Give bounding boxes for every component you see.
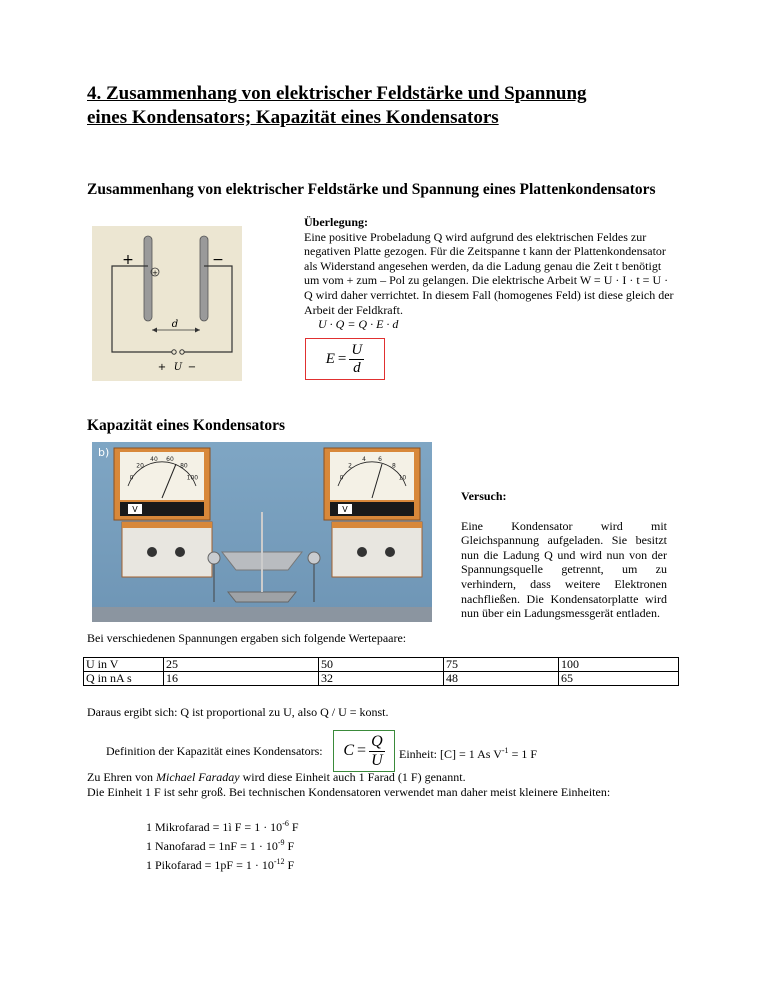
terminal-right bbox=[180, 350, 184, 354]
left-power-supply bbox=[122, 522, 212, 577]
right-power-supply-top bbox=[332, 522, 422, 528]
formula-c: C bbox=[343, 742, 355, 759]
left-knob-2 bbox=[175, 547, 185, 557]
unit-end: F bbox=[284, 858, 295, 872]
formula-eq-2: = bbox=[357, 742, 367, 759]
formula-denominator: d bbox=[353, 359, 361, 376]
capacity-denominator: U bbox=[371, 751, 383, 769]
meter-scale-label: 0 bbox=[339, 474, 344, 482]
meter-scale-label: 0 bbox=[129, 474, 134, 482]
table-intro: Bei verschiedenen Spannungen ergaben sich folgende Wertepaare: bbox=[87, 631, 407, 645]
capacity-fraction bbox=[369, 733, 385, 770]
formula-fraction bbox=[349, 342, 364, 377]
values-table bbox=[83, 657, 679, 686]
right-power-supply bbox=[332, 522, 422, 577]
left-meter-unit: V bbox=[132, 505, 138, 514]
definition-label: Definition der Kapazität eines Kondensators: bbox=[106, 744, 323, 758]
list-item bbox=[146, 835, 299, 854]
table-cell: 16 bbox=[164, 672, 319, 686]
experiment-photo-svg bbox=[92, 442, 432, 622]
meter-scale-label: 6 bbox=[378, 455, 382, 463]
ueberlegung-block bbox=[304, 215, 674, 332]
faraday-b: wird diese Einheit auch 1 Farad (1 F) genannt. bbox=[239, 770, 466, 784]
experiment-photo bbox=[92, 442, 432, 622]
meter-scale-label: 80 bbox=[180, 462, 188, 470]
title-line-1: 4. Zusammenhang von elektrischer Feldstärke und Spannung bbox=[87, 83, 587, 104]
table-cell: 75 bbox=[444, 658, 559, 672]
photo-label: b) bbox=[98, 446, 110, 459]
unit-text-b: = 1 F bbox=[508, 747, 538, 761]
right-sphere bbox=[308, 552, 320, 564]
ueberlegung-label: Überlegung: bbox=[304, 215, 368, 229]
list-item bbox=[146, 854, 299, 873]
meter-scale-label: 4 bbox=[362, 455, 366, 463]
table-row bbox=[84, 672, 679, 686]
section2-heading: Kapazität eines Kondensators bbox=[87, 417, 286, 434]
unit-text: 1 Pikofarad = 1pF = 1 · 10 bbox=[146, 858, 274, 872]
section1-heading: Zusammenhang von elektrischer Feldstärke und Spannung eines Plattenkondensators bbox=[87, 181, 656, 198]
faraday-line bbox=[87, 770, 466, 785]
voltage-minus: − bbox=[187, 362, 197, 373]
right-meter-unit: V bbox=[342, 505, 348, 514]
table-cell: 48 bbox=[444, 672, 559, 686]
left-plate bbox=[144, 236, 152, 321]
conclusion: Daraus ergibt sich: Q ist proportional zu U, also Q / U = konst. bbox=[87, 705, 389, 719]
left-wire bbox=[112, 266, 172, 352]
table-surface bbox=[92, 607, 432, 622]
capacitor-plate-bottom bbox=[228, 592, 296, 602]
unit-exp: -12 bbox=[273, 857, 285, 866]
large-unit-line: Die Einheit 1 F ist sehr groß. Bei technischen Kondensatoren verwendet man daher meist kleinere Einheiten: bbox=[87, 785, 611, 799]
page-title bbox=[87, 82, 687, 130]
table-cell: 32 bbox=[319, 672, 444, 686]
formula-numerator: U bbox=[351, 341, 363, 358]
table-cell: 100 bbox=[559, 658, 679, 672]
unit-sup: -1 bbox=[501, 746, 509, 755]
distance-label: d bbox=[171, 319, 179, 330]
minus-sign: − bbox=[212, 252, 224, 268]
units-list bbox=[146, 816, 299, 873]
capacity-numerator: Q bbox=[371, 732, 383, 750]
voltage-label: U bbox=[173, 362, 183, 373]
right-plate bbox=[200, 236, 208, 321]
formula-eq: = bbox=[337, 350, 347, 367]
terminal-left bbox=[172, 350, 176, 354]
capacitor-diagram bbox=[92, 226, 242, 381]
unit-end: F bbox=[288, 820, 299, 834]
plus-sign: + bbox=[122, 252, 134, 268]
unit-end: F bbox=[284, 839, 295, 853]
left-knob-1 bbox=[147, 547, 157, 557]
list-item bbox=[146, 816, 299, 835]
right-knob-2 bbox=[385, 547, 395, 557]
voltage-plus: + bbox=[157, 362, 167, 373]
test-charge-sign: + bbox=[152, 269, 158, 277]
faraday-name: Michael Faraday bbox=[155, 770, 240, 784]
field-strength-formula bbox=[305, 338, 385, 380]
versuch-label: Versuch: bbox=[461, 489, 507, 503]
table-cell: Q in nA s bbox=[84, 672, 164, 686]
versuch-block bbox=[461, 489, 667, 621]
table-cell: 25 bbox=[164, 658, 319, 672]
work-equation: U · Q = Q · E · d bbox=[318, 317, 399, 332]
table-row bbox=[84, 658, 679, 672]
table-cell: 65 bbox=[559, 672, 679, 686]
meter-scale-label: 20 bbox=[136, 462, 144, 470]
unit-text: 1 Nanofarad = 1nF = 1 · 10 bbox=[146, 839, 278, 853]
unit-definition bbox=[399, 744, 537, 762]
left-sphere bbox=[208, 552, 220, 564]
meter-scale-label: 2 bbox=[348, 462, 353, 470]
table-cell: U in V bbox=[84, 658, 164, 672]
meter-scale-label: 10 bbox=[398, 474, 407, 482]
ueberlegung-text: Eine positive Probeladung Q wird aufgrund des elektrischen Feldes zur negativen Platte gezogen. Für die Zeitspanne t kann der Plattenkondensator als Widerstand angesehen werden, da die Ladung genau die Zeit t benötigt um vom + zum – Pol zu gelangen. Die elektrische Arbeit W = U · I · t = U · Q wird daher verrichtet. In diesem Fall (homogenes Feld) ist diese gleich der Arbeit der Feldkraft. bbox=[304, 229, 674, 317]
meter-scale-label: 100 bbox=[186, 474, 199, 482]
unit-text-a: Einheit: [C] = 1 As V bbox=[399, 747, 502, 761]
left-power-supply-top bbox=[122, 522, 212, 528]
formula-e: E bbox=[325, 350, 335, 367]
unit-exp: -9 bbox=[277, 838, 285, 847]
right-knob-1 bbox=[357, 547, 367, 557]
faraday-a: Zu Ehren von bbox=[87, 770, 156, 784]
table-cell: 50 bbox=[319, 658, 444, 672]
unit-text: 1 Mikrofarad = 1ì F = 1 · 10 bbox=[146, 820, 283, 834]
capacitor-diagram-svg bbox=[92, 226, 242, 381]
unit-exp: -6 bbox=[282, 819, 289, 828]
meter-scale-label: 8 bbox=[391, 462, 396, 470]
meter-scale-label: 60 bbox=[166, 455, 174, 463]
capacity-formula bbox=[333, 730, 395, 772]
title-line-2: eines Kondensators; Kapazität eines Kondensators bbox=[87, 107, 499, 128]
meter-scale-label: 40 bbox=[150, 455, 158, 463]
versuch-text: Eine Kondensator wird mit Gleichspannung aufgeladen. Sie besitzt nun die Ladung Q und wird nun von der Spannungsquelle getrennt, um zu verhindern, dass weitere Elektronen nachfließen. Die Kondensatorplatte wird nun über ein Ladungsmessgerät entladen. bbox=[461, 518, 667, 621]
